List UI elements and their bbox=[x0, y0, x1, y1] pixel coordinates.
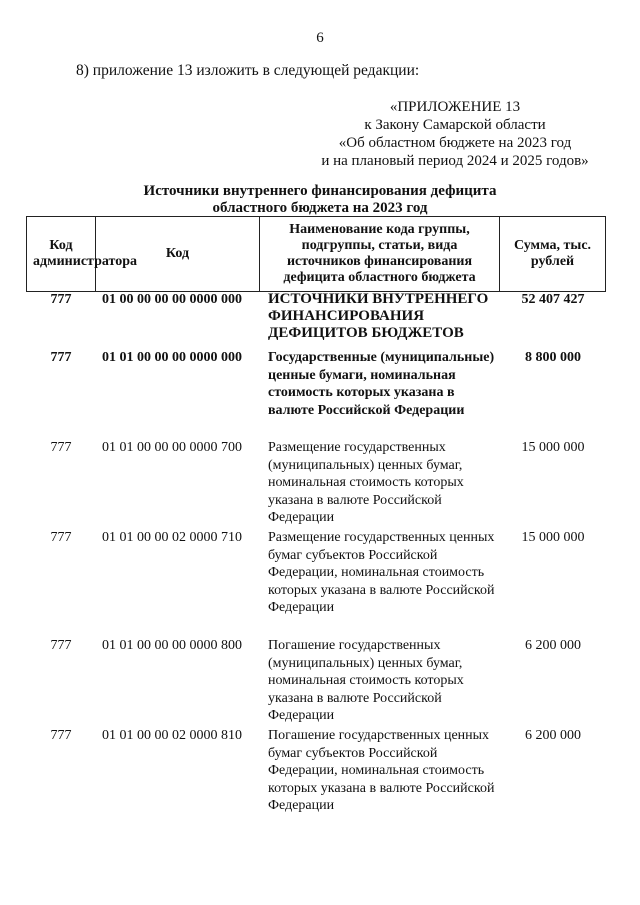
name-cell: Размещение государственных (муниципальных) ценных бумаг, номинальная стоимость которых указана в валюте Российской Федерации bbox=[268, 440, 464, 525]
table-header bbox=[26, 216, 606, 292]
header-name-label: Наименование кода группы, подгруппы, статьи, вида источников финансирования дефицита областного бюджета bbox=[283, 222, 476, 285]
header-amount-label: Сумма, тыс. рублей bbox=[513, 238, 592, 269]
name-cell: Погашение государственных ценных бумаг субъектов Российской Федерации, номинальная стоимость которых указана в валюте Российской Федерации bbox=[268, 728, 495, 813]
name-cell: Погашение государственных (муниципальных) ценных бумаг, номинальная стоимость которых указана в валюте Российской Федерации bbox=[268, 638, 464, 723]
admin-code-cell: 777 bbox=[50, 440, 72, 455]
table-row bbox=[26, 727, 606, 835]
amount-cell: 6 200 000 bbox=[525, 638, 581, 653]
code-cell: 01 01 00 00 02 0000 810 bbox=[102, 728, 242, 743]
amount-cell: 6 200 000 bbox=[525, 728, 581, 743]
name-cell: Государственные (муниципальные) ценные бумаги, номинальная стоимость которых указана в валюте Российской Федерации bbox=[268, 350, 495, 418]
amount-cell: 52 407 427 bbox=[521, 292, 585, 307]
appendix-line-3: «Об областном бюджете на 2023 год bbox=[338, 135, 572, 151]
code-cell: 01 00 00 00 00 0000 000 bbox=[102, 292, 242, 307]
page-number: 6 bbox=[316, 30, 324, 46]
code-cell: 01 01 00 00 00 0000 000 bbox=[102, 350, 242, 365]
table-row bbox=[26, 637, 606, 727]
header-code bbox=[96, 217, 260, 291]
header-amount bbox=[500, 217, 606, 291]
name-cell: ИСТОЧНИКИ ВНУТРЕННЕГО ФИНАНСИРОВАНИЯ ДЕФИЦИТОВ БЮДЖЕТОВ bbox=[268, 291, 489, 341]
appendix-line-4: и на плановый период 2024 и 2025 годов» bbox=[321, 153, 589, 169]
name-cell: Размещение государственных ценных бумаг субъектов Российской Федерации, номинальная стоимость которых указана в валюте Российской Федерации bbox=[268, 530, 495, 615]
amount-cell: 15 000 000 bbox=[521, 530, 585, 545]
admin-code-cell: 777 bbox=[50, 638, 72, 653]
admin-code-cell: 777 bbox=[50, 530, 72, 545]
table-row bbox=[26, 349, 606, 439]
appendix-line-2: к Закону Самарской области bbox=[364, 117, 546, 133]
intro-text: 8) приложение 13 изложить в следующей редакции: bbox=[76, 62, 420, 79]
code-cell: 01 01 00 00 00 0000 800 bbox=[102, 638, 242, 653]
header-admin-code bbox=[26, 217, 137, 291]
title-line-1: Источники внутреннего финансирования дефицита bbox=[143, 183, 497, 199]
appendix-heading bbox=[300, 98, 610, 170]
header-name bbox=[260, 217, 500, 291]
admin-code-cell: 777 bbox=[50, 292, 72, 307]
header-admin-code-label: Код администратора bbox=[33, 238, 137, 269]
amount-cell: 15 000 000 bbox=[521, 440, 585, 455]
table-body bbox=[26, 291, 606, 835]
amount-cell: 8 800 000 bbox=[525, 350, 581, 365]
title-line-2: областного бюджета на 2023 год bbox=[212, 200, 428, 216]
admin-code-cell: 777 bbox=[50, 728, 72, 743]
document-title bbox=[0, 183, 640, 217]
appendix-line-1: «ПРИЛОЖЕНИЕ 13 bbox=[389, 99, 521, 115]
table-row bbox=[26, 291, 606, 349]
header-code-label: Код bbox=[165, 246, 190, 261]
admin-code-cell: 777 bbox=[50, 350, 72, 365]
code-cell: 01 01 00 00 00 0000 700 bbox=[102, 440, 242, 455]
code-cell: 01 01 00 00 02 0000 710 bbox=[102, 530, 242, 545]
table-row bbox=[26, 439, 606, 529]
table-row bbox=[26, 529, 606, 637]
